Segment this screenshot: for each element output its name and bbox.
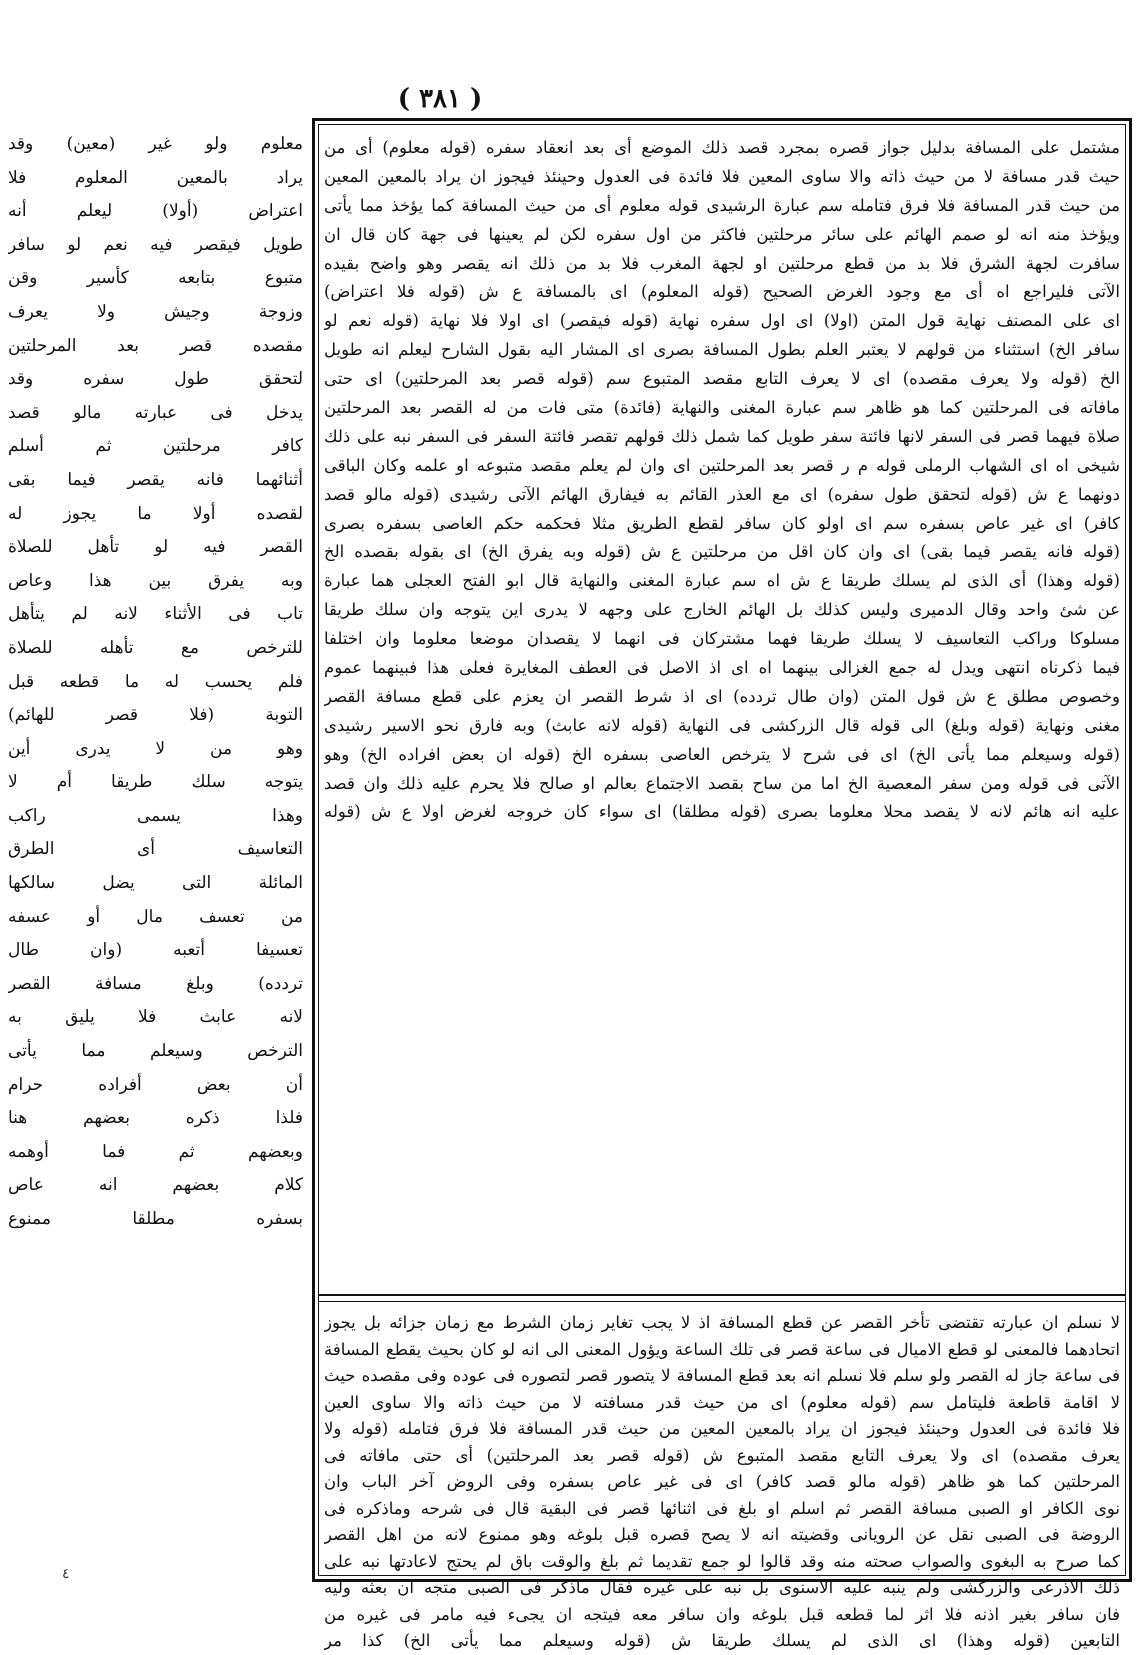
text-line: شيخى اه اى الشهاب الرملى قوله م ر قصر بعد المرحلتين اى وان لم يعلم مقصد متبوعه او علمه وكان الباقى <box>324 455 1120 475</box>
text-line: فى ساعة جاز له القصر ولو سلم فلا نسلم انه بعد قطع المسافة لا يتصور قصر لتصوره فى عوده وفى مقصده حيث <box>324 1366 1120 1385</box>
text-line: (قوله وهذا) أى الذى لم يسلك طريقا ع ش اه سم عبارة المغنى والنهاية قال ابو الفتح العجلى هما عبارة <box>324 571 1120 591</box>
text-line: التعاسيف أى الطرق <box>8 839 303 860</box>
text-line: اعتراض (أولا) ليعلم أنه <box>8 201 303 222</box>
text-line: القصر فيه لو تأهل للصلاة <box>8 537 303 558</box>
text-line: الآتى فليراجع اه أى مع وجود الغرض الصحيح (قوله المعلوم) اى بالمسافة ع ش (قوله فلا اعتراض) <box>324 282 1120 302</box>
text-line: وهذا يسمى راكب <box>8 805 303 826</box>
text-line: يراد بالمعين المعلوم فلا <box>8 167 303 188</box>
text-line: اتحادهما فالمعنى لو قطع الاميال فى ساعة قصر فى تلك الساعة ويؤول المعنى الى انه لو كان بحيث يقطع المسافة <box>324 1339 1120 1359</box>
text-line: بسفره مطلقا ممنوع <box>8 1209 303 1229</box>
text-line: المرحلتين كما هو ظاهر (قوله مالو قصد كافر) اى فى غير عاص بسفره وفى الروض آخر الباب وان <box>324 1472 1120 1491</box>
text-line: كما صرح به البغوى والصواب صحته منه وقد قالوا لو جمع تقديما ثم بلغ والوقت باق لم يحتج لاعادتها نبه على <box>324 1551 1120 1571</box>
text-line: مافاته فى المرحلتين كما هو ظاهر سم عبارة المغنى والنهاية (فائدة) متى فات من له القصر بعد المرحلتين <box>324 398 1120 418</box>
text-line: تردده) وبلغ مسافة القصر <box>8 973 303 994</box>
text-line: وبعضهم ثم فما أوهمه <box>8 1141 303 1162</box>
text-line: عليه انه هائم لانه لا يقصد محلا معلوما بصرى (قوله مطلقا) اى سواء كان خروجه لغرض اولا ع ش (قوله <box>324 802 1120 822</box>
text-line: مشتمل على المسافة بدليل جواز قصره بمجرد قصد ذلك الموضع أى بعد انعقاد سفره (قوله معلوم) أى من <box>324 138 1120 157</box>
text-line: مسلوكا وراكب التعاسيف لا يسلك طريقا فهما مشتركان فى انهما لا يقصدان موضعا معلوما وان اختلفا <box>324 629 1120 649</box>
text-line: اى على المصنف نهاية قول المتن (اولا) اى اول سفره نهاية (قوله فيقصر) اى اولا فلا نهاية (قوله نعم لو <box>324 311 1120 331</box>
text-line: التوبة (فلا قصر للهائم) <box>8 705 303 726</box>
text-line: دونهما ع ش (قوله لتحقق طول سفره) اى مع العذر القائم به فيفارق الهائم الآتى رشيدى (قوله مالو قصد <box>324 484 1120 504</box>
text-line: يتوجه سلك طريقا أم لا <box>8 772 303 793</box>
lower-commentary <box>324 1310 1120 1650</box>
text-line: للترخص مع تأهله للصلاة <box>8 637 303 658</box>
text-line: لقصده أولا ما يجوز له <box>8 503 303 524</box>
text-line: فلم يحسب له ما قطعه قبل <box>8 671 303 692</box>
text-line: أثنائهما فانه يقصر فيما بقى <box>8 469 303 490</box>
upper-commentary <box>324 134 1120 1290</box>
text-line: وهو من لا يدرى أين <box>8 738 303 759</box>
text-line: لتحقق طول سفره وقد <box>8 369 303 390</box>
text-line: الترخص وسيعلم مما يأتى <box>8 1041 303 1062</box>
text-line: مقصده قصر بعد المرحلتين <box>8 335 303 356</box>
text-line: طويل فيقصر فيه نعم لو سافر <box>8 234 303 255</box>
text-line: فان سافر بغير اذنه فلا اثر لما قطعه قبل بلوغه وان سافر معه فيتجه ان يجىء فيه مامر فى غيره من <box>324 1604 1120 1624</box>
text-line: الخ (قوله ولا يعرف مقصده) اى لا يعرف التابع مقصد المتبوع سم (قوله قصر بعد المرحلتين) اى حتى <box>324 369 1120 389</box>
text-line: لا اقامة قاطعة فليتامل سم (قوله معلوم) اى من حيث قدر مسافته لا من حيث ذاته والا ساوى العين <box>324 1392 1120 1412</box>
text-line: أن بعض أفراده حرام <box>8 1074 303 1095</box>
text-line: فلا فائدة فى العدول وحينئذ فيجوز ان يراد بالمعين المعين من حيث قدر المسافة فلا فرق فتامله (قوله ولا <box>324 1419 1120 1438</box>
text-line: ذلك الاذرعى والزركشى ولم ينبه عليه الاسنوى بل نبه على غيره فقال ماذكر فى الصبى متجه ان بعثه وليه <box>324 1578 1120 1597</box>
text-line: تعسيفا أتعبه (وان طال <box>8 940 303 961</box>
margin-main-text <box>8 128 303 1237</box>
page-number: ( ٣٨١ ) <box>397 84 483 114</box>
text-line: مغنى ونهاية (قوله وبلغ) الى قوله قال الزركشى فى النهاية (قوله لانه عابث) وبه فارق نحو الاسير رشيدى <box>324 715 1120 735</box>
text-line: فلذا ذكره بعضهم هنا <box>8 1108 303 1129</box>
text-line: ويؤخذ منه انه لو صمم الهائم على سائر مرحلتين فاكثر من اول سفره لكن لم يعينها فى جهة كان قال ان <box>324 224 1120 244</box>
text-line: الروضة فى الصبى نقل عن الرويانى وقضيته انه لا يصح قصره قبل بلوغه وهو ممنوع لانه من اهل القصر <box>324 1525 1120 1544</box>
text-line: لا نسلم ان عبارته تقتضى تأخر القصر عن قطع المسافة اذ لا يجب تغاير زمان الشرط مع زمان جزائه بل يجوز <box>324 1313 1120 1332</box>
text-line: فيما ذكرناه انتهى ويدل له جمع الغزالى بينهما اه اى اذ الاصل فى العطف المغايرة فعلى هذا فبينهما عموم <box>324 658 1120 678</box>
text-line: وزوجة وجيش ولا يعرف <box>8 301 303 322</box>
text-line: يدخل فى عبارته مالو قصد <box>8 402 303 423</box>
text-line: كافر مرحلتين ثم أسلم <box>8 436 303 457</box>
text-line: (قوله فانه يقصر فيما بقى) اى وان كان اقل من مرحلتين ع ش (قوله وبه يفرق الخ) اى بقوله بقصده الخ <box>324 542 1120 562</box>
text-line: وبه يفرق بين هذا وعاص <box>8 570 303 591</box>
text-line: نوى الكافر او الصبى مسافة القصر ثم اسلم او بلغ فى اثنائها قصر فى البقية قال فى شرحه وماذكره فى <box>324 1498 1120 1518</box>
text-line: عن شئ واحد وقال الدميرى وليس كذلك بل الهائم الخارج على وجهه لا يدرى اين يتوجه وان سلك طريقا <box>324 600 1120 620</box>
text-line: سافرت لجهة الشرق فلا بد من قطع مرحلتين او لجهة المغرب فلا بد من ذلك انه يقصر وهو واضح بقيده <box>324 253 1120 273</box>
text-line: متبوع بتابعه كأسير وقن <box>8 268 303 289</box>
text-line: التابعين (قوله وهذا) اى الذى لم يسلك طريقا ش (قوله وسيعلم مما يأتى الخ) كذا مر <box>324 1631 1120 1650</box>
text-line: صلاة فيهما قصر فى السفر لانها فائتة سفر طويل كما شمل ذلك قولهم تقصر فائتة السفر فى السفر نبه على ذلك <box>324 426 1120 446</box>
text-line: معلوم ولو غير (معين) وقد <box>8 134 303 154</box>
text-line: تاب فى الأثناء لانه لم يتأهل <box>8 604 303 625</box>
commentary-separator <box>318 1294 1126 1302</box>
text-line: المائلة التى يضل سالكها <box>8 873 303 894</box>
text-line: سافر الخ) استثناء من قولهم لا يعتبر العلم بطول المسافة بصرى اى المشار اليه بقول الشارح ليعلم انه طويل <box>324 340 1120 360</box>
text-line: وخصوص مطلق ع ش قول المتن (وان طال تردده) اى اذ شرط القصر ان يعزم على قطع مسافة القصر <box>324 686 1120 706</box>
text-line: من تعسف مال أو عسفه <box>8 906 303 927</box>
text-line: حيث قدر مسافة لا من حيث ذاته والا ساوى المعين فلا فائدة فى العدول وحينئذ فيجوز ان يراد بالمعين المعين <box>324 166 1120 186</box>
text-line: كافر) اى غير عاص بسفره سم اى اولو كان سافر لقطع الطريق مثلا فحكمه حكم العاصى بسفره بصرى <box>324 513 1120 533</box>
footer-mark: ٤ <box>62 1566 70 1582</box>
text-line: يعرف مقصده) اى ولا يعرف التابع مقصد المتبوع ش (قوله قصر بعد المرحلتين) أى حتى مافاته فى <box>324 1445 1120 1465</box>
text-line: (قوله وسيعلم مما يأتى الخ) اى فى شرح لا يترخص العاصى بسفره الخ (قوله ان بعض افراده الخ) وهو <box>324 744 1120 764</box>
text-line: من حيث قدر المسافة فلا فرق فتامله سم عبارة الرشيدى قوله معلوم أى من حيث المسافة كما يؤخذ مما يأتى <box>324 195 1120 215</box>
text-line: الآتى فى قوله ومن سفر المعصية الخ اما من ساح بقصد الاجتماع بعالم او صالح فلا يحرم عليه ذلك وان قصد <box>324 773 1120 793</box>
text-line: لانه عابث فلا يليق به <box>8 1007 303 1028</box>
text-line: كلام بعضهم انه عاص <box>8 1175 303 1196</box>
